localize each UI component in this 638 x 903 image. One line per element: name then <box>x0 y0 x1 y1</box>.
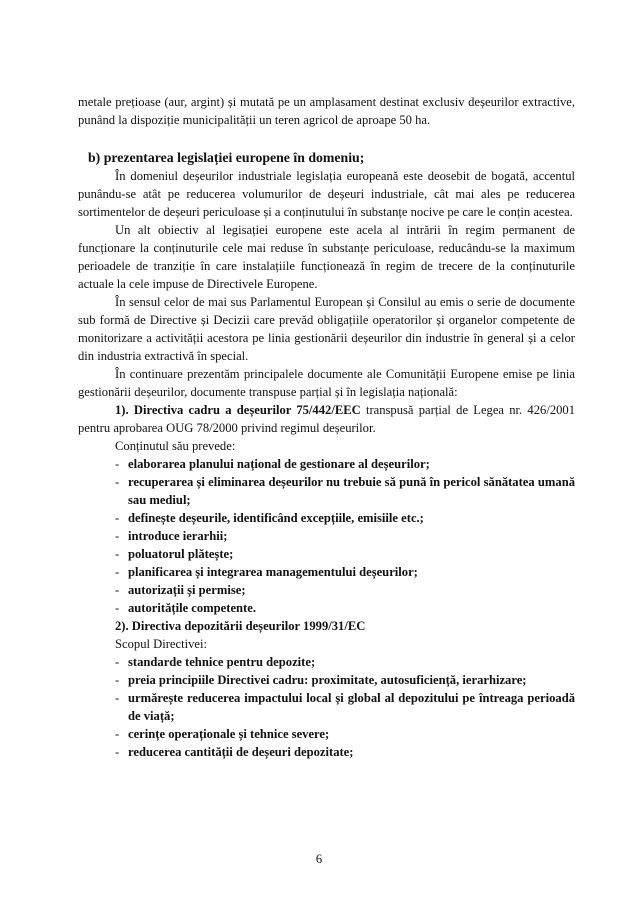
list-item-text: cerințe operaționale și tehnice severe; <box>128 727 330 741</box>
dash-bullet: - <box>115 547 120 561</box>
list-item <box>115 527 575 545</box>
list-item-text: reducerea cantității de deșeuri depozitate; <box>128 745 354 759</box>
dash-bullet: - <box>115 475 120 489</box>
list-item-text: recuperarea și eliminarea deșeurilor nu trebuie să pună în pericol sănătatea umană sau mediul; <box>128 475 575 507</box>
directive-2-title: 2). Directiva depozitării deșeurilor 1999/31/EC <box>115 619 366 633</box>
paragraph: În continuare prezentăm principalele documente ale Comunității Europene emise pe linia gestionării deșeurilor, documente transpuse parțial și în legislația națională: <box>78 367 575 399</box>
list-item-text: poluatorul plătește; <box>128 547 234 561</box>
list-item-text: autoritățile competente. <box>128 601 256 615</box>
dash-bullet: - <box>115 745 120 759</box>
list-item <box>115 599 575 617</box>
list-item <box>115 743 575 761</box>
paragraph: Un alt obiectiv al legisației europene este acela al intrării în regim permanent de funcționare la conținuturile cele mai reduse în substanțe periculoase, reducându-se la maximum perioadele de tranziție în care instalațiile funcționează în regim de trecere de la conținuturile actuale la cele impuse de Directivele Europene. <box>78 223 575 291</box>
dash-bullet: - <box>115 565 120 579</box>
list-item-text: preia principiile Directivei cadru: proximitate, autosuficiență, ierarhizare; <box>128 673 527 687</box>
directive-2-intro: Scopul Directivei: <box>115 637 207 651</box>
list-item <box>115 725 575 743</box>
list-item-text: urmărește reducerea impactului local și global al depozitului pe întreaga perioadă de viață; <box>128 691 575 723</box>
list-item-text: autorizații și permise; <box>128 583 246 597</box>
section-heading: b) prezentarea legislației europene în domeniu; <box>88 150 365 165</box>
dash-bullet: - <box>115 691 120 705</box>
directive-1-description: transpusă parțial de Legea nr. 426/2001 pentru aprobarea OUG 78/2000 privind regimul deșeurilor. <box>78 403 576 435</box>
list-item <box>115 473 575 509</box>
directive-1-paragraph <box>78 401 575 437</box>
directive-2-list <box>115 653 575 761</box>
document-page <box>78 93 575 761</box>
directive-1-title: 1). Directiva cadru a deșeurilor 75/442/EEC <box>115 403 361 417</box>
list-item <box>115 689 575 725</box>
list-item <box>115 509 575 527</box>
list-item <box>115 671 575 689</box>
list-item-text: introduce ierarhii; <box>128 529 228 543</box>
spacer <box>78 129 575 149</box>
page-number: 6 <box>315 852 323 866</box>
list-item <box>115 563 575 581</box>
dash-bullet: - <box>115 673 120 687</box>
paragraph: În domeniul deșeurilor industriale legislația europeană este deosebit de bogată, accentul punându-se atât pe reducerea volumurilor de deșeuri industriale, cât mai ales pe reducerea sortimentelor de deșeuri periculoase și a conținutului în substanțe nocive pe care le conțin acestea. <box>78 169 575 219</box>
dash-bullet: - <box>115 655 120 669</box>
dash-bullet: - <box>115 583 120 597</box>
list-item <box>115 653 575 671</box>
dash-bullet: - <box>115 457 120 471</box>
list-item <box>115 455 575 473</box>
list-item <box>115 545 575 563</box>
list-item-text: standarde tehnice pentru depozite; <box>128 655 316 669</box>
list-item-text: planificarea și integrarea managementului deșeurilor; <box>128 565 418 579</box>
dash-bullet: - <box>115 601 120 615</box>
dash-bullet: - <box>115 529 120 543</box>
list-item-text: definește deșeurile, identificând excepțiile, emisiile etc.; <box>128 511 424 525</box>
list-item-text: elaborarea planului național de gestionare al deșeurilor; <box>128 457 430 471</box>
dash-bullet: - <box>115 727 120 741</box>
directive-1-list <box>115 455 575 617</box>
dash-bullet: - <box>115 511 120 525</box>
paragraph: În sensul celor de mai sus Parlamentul European și Consilul au emis o serie de documente sub formă de Directive și Decizii care prevăd obligațiile operatorilor și organelor competente de monitorizare a activității acestora pe linia gestionării deșeurilor din industrie în general și a celor din industria extractivă în special. <box>78 295 575 363</box>
list-item <box>115 581 575 599</box>
directive-1-intro: Conținutul său prevede: <box>115 439 236 453</box>
intro-paragraph: metale prețioase (aur, argint) și mutată pe un amplasament destinat exclusiv deșeurilor extractive, punând la dispoziție municipalității un teren agricol de aproape 50 ha. <box>78 95 575 127</box>
